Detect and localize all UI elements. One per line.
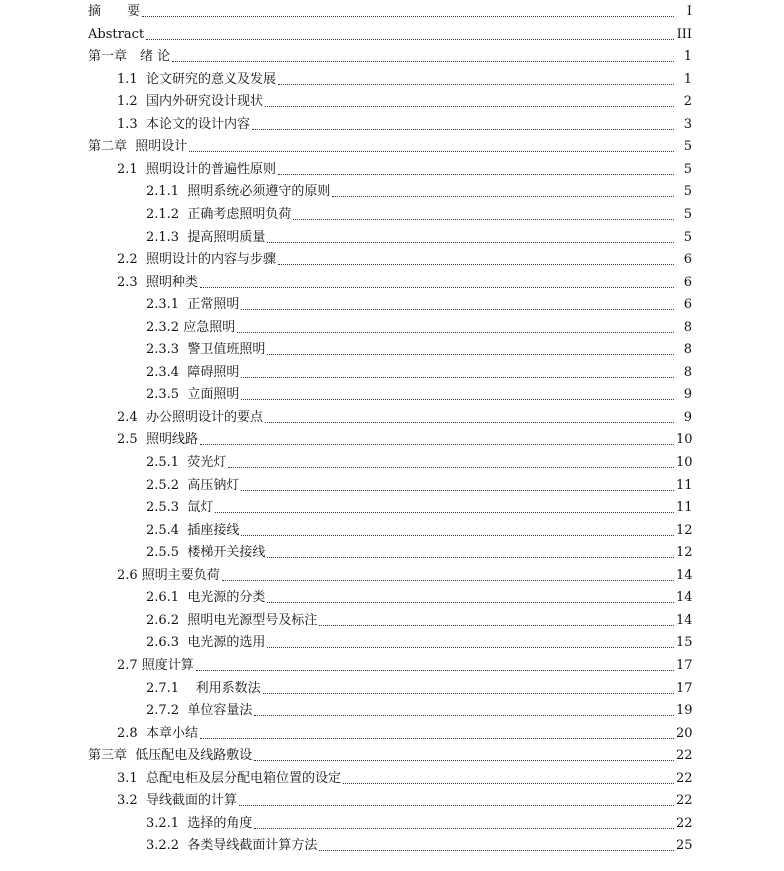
toc-entry-title: 2.5.5 楼梯开关接线	[146, 545, 266, 561]
toc-entry[interactable]	[0, 472, 784, 494]
toc-entry[interactable]	[0, 539, 784, 561]
toc-entry-title: 2.7.1 利用系数法	[146, 680, 261, 696]
toc-entry-page: 15	[676, 635, 693, 651]
dot-leader	[241, 534, 674, 536]
dot-leader	[278, 173, 674, 175]
dot-leader	[172, 60, 674, 62]
toc-entry-title: 2.6.3 电光源的选用	[146, 635, 266, 651]
dot-leader	[228, 466, 674, 468]
dot-leader	[265, 421, 674, 423]
toc-entry-page: 3	[683, 116, 692, 132]
toc-entry-page: 1	[683, 71, 692, 87]
toc-entry-title: 2.3.2 应急照明	[146, 319, 236, 335]
toc-entry-page: 8	[683, 319, 692, 335]
toc-entry-title: 2.3.1 正常照明	[146, 297, 240, 313]
toc-entry[interactable]	[0, 336, 784, 358]
dot-leader	[200, 286, 674, 288]
toc-entry-page: 8	[683, 364, 692, 380]
toc-entry-page: 5	[683, 161, 692, 177]
toc-entry-page: 5	[683, 139, 692, 155]
toc-entry-page: 14	[676, 590, 693, 606]
dot-leader	[332, 195, 674, 197]
toc-entry-title: 2.1 照明设计的普遍性原则	[117, 161, 276, 177]
toc-entry-title: 2.5.2 高压钠灯	[146, 477, 240, 493]
toc-entry-page: I	[686, 4, 692, 19]
toc-entry-page: 25	[676, 838, 693, 854]
toc-entry-page: 1	[683, 49, 692, 65]
toc-entry[interactable]	[0, 246, 784, 268]
toc-entry-page: 11	[676, 477, 693, 493]
toc-entry[interactable]	[0, 21, 784, 43]
dot-leader	[237, 331, 674, 333]
toc-entry-page: 8	[683, 342, 692, 358]
toc-entry[interactable]	[0, 832, 784, 854]
toc-entry-title: 2.2 照明设计的内容与步骤	[117, 252, 276, 268]
dot-leader	[254, 827, 674, 829]
dot-leader	[241, 398, 674, 400]
toc-entry[interactable]	[0, 404, 784, 426]
toc-entry[interactable]	[0, 562, 784, 584]
toc-entry-title: 1.2 国内外研究设计现状	[117, 94, 263, 110]
toc-entry[interactable]	[0, 810, 784, 832]
toc-entry-title: 第一章 绪 论	[88, 49, 171, 65]
toc-entry[interactable]	[0, 133, 784, 155]
dot-leader	[278, 263, 674, 265]
toc-entry[interactable]	[0, 43, 784, 65]
dot-leader	[241, 308, 674, 310]
toc-entry-page: 9	[683, 409, 692, 425]
toc-entry-title: 2.8 本章小结	[117, 725, 198, 741]
toc-entry-title: 1.1 论文研究的意义及发展	[117, 71, 276, 87]
toc-entry-page: 10	[676, 455, 693, 470]
toc-entry[interactable]	[0, 426, 784, 448]
toc-entry-title: 2.3.4 障碍照明	[146, 364, 240, 380]
toc-entry-title: 1.3 本论文的设计内容	[117, 116, 250, 132]
toc-entry-page: 20	[676, 725, 693, 741]
dot-leader	[319, 849, 674, 851]
dot-leader	[241, 489, 674, 491]
toc-entry[interactable]	[0, 584, 784, 606]
dot-leader	[343, 782, 674, 784]
dot-leader	[215, 511, 674, 513]
toc-entry-title: 2.6.2 照明电光源型号及标注	[146, 612, 318, 628]
toc-entry[interactable]	[0, 269, 784, 291]
toc-entry[interactable]	[0, 111, 784, 133]
toc-entry-title: 摘 要	[88, 4, 141, 19]
dot-leader	[267, 601, 674, 603]
toc-entry-page: 17	[676, 657, 693, 673]
dot-leader	[189, 150, 674, 152]
toc-entry[interactable]	[0, 517, 784, 539]
toc-entry-page: 12	[676, 545, 693, 561]
toc-entry[interactable]	[0, 66, 784, 88]
toc-entry-page: 6	[683, 274, 692, 290]
toc-entry[interactable]	[0, 178, 784, 200]
toc-entry-page: 5	[683, 229, 692, 245]
toc-entry-page: 9	[683, 387, 692, 403]
toc-entry[interactable]	[0, 291, 784, 313]
dot-leader	[239, 804, 674, 806]
toc-entry[interactable]	[0, 742, 784, 764]
dot-leader	[265, 105, 674, 107]
toc-entry-title: 2.1.3 提高照明质量	[146, 229, 266, 245]
toc-entry[interactable]	[0, 88, 784, 110]
toc-entry-page: 5	[683, 206, 692, 222]
toc-entry-title: 2.3 照明种类	[117, 274, 198, 290]
toc-entry-page: 17	[676, 680, 693, 696]
dot-leader	[241, 376, 674, 378]
toc-entry[interactable]	[0, 381, 784, 403]
dot-leader	[200, 443, 674, 445]
dot-leader	[267, 646, 674, 648]
toc-entry-page: 12	[676, 522, 693, 538]
toc-entry[interactable]	[0, 494, 784, 516]
toc-entry-title: 3.2.2 各类导线截面计算方法	[146, 838, 318, 854]
toc-entry-page: 5	[683, 184, 692, 200]
toc-entry-page: 22	[676, 748, 693, 764]
dot-leader	[222, 579, 674, 581]
toc-entry[interactable]	[0, 607, 784, 629]
toc-entry[interactable]	[0, 224, 784, 246]
toc-entry[interactable]	[0, 201, 784, 223]
toc-entry-page: 14	[676, 612, 693, 628]
toc-entry-title: 2.3.3 警卫值班照明	[146, 342, 266, 358]
toc-entry-title: 2.5 照明线路	[117, 432, 198, 448]
toc-entry[interactable]	[0, 765, 784, 787]
toc-entry-page: 10	[676, 432, 693, 448]
toc-entry-page: 19	[676, 703, 693, 719]
toc-entry-title: 2.6 照明主要负荷	[117, 567, 220, 583]
toc-entry-title: 2.5.4 插座接线	[146, 522, 240, 538]
toc-entry[interactable]	[0, 314, 784, 336]
toc-entry-title: 2.7 照度计算	[117, 657, 194, 673]
dot-leader	[319, 624, 674, 626]
toc-entry-title: 2.1.2 正确考虑照明负荷	[146, 206, 292, 222]
toc-entry-title: 3.2.1 选择的角度	[146, 815, 253, 831]
toc-entry-title: Abstract	[88, 26, 145, 42]
dot-leader	[200, 737, 674, 739]
toc-entry[interactable]	[0, 156, 784, 178]
toc-entry-page: 14	[676, 567, 693, 583]
toc-entry-page: 2	[683, 94, 692, 110]
toc-entry[interactable]	[0, 359, 784, 381]
dot-leader	[196, 669, 674, 671]
toc-entry[interactable]	[0, 697, 784, 719]
toc-entry-title: 2.1.1 照明系统必须遵守的原则	[146, 184, 331, 200]
toc-entry[interactable]	[0, 0, 784, 20]
toc-entry[interactable]	[0, 449, 784, 471]
toc-entry-title: 2.5.3 氙灯	[146, 500, 214, 516]
toc-entry-page: 22	[676, 770, 693, 786]
toc-entry-title: 2.6.1 电光源的分类	[146, 590, 266, 606]
toc-entry-title: 第三章 低压配电及线路敷设	[88, 748, 253, 764]
toc-entry-title: 2.3.5 立面照明	[146, 387, 240, 403]
dot-leader	[267, 353, 674, 355]
toc-entry-title: 第二章 照明设计	[88, 139, 188, 155]
toc-entry-page: 6	[683, 297, 692, 313]
dot-leader	[142, 15, 674, 17]
dot-leader	[254, 759, 674, 761]
toc-entry-title: 3.2 导线截面的计算	[117, 793, 237, 809]
dot-leader	[146, 38, 674, 40]
dot-leader	[267, 241, 674, 243]
dot-leader	[252, 128, 674, 130]
toc-entry[interactable]	[0, 629, 784, 651]
toc-entry-title: 2.5.1 荧光灯	[146, 455, 227, 470]
toc-entry-title: 3.1 总配电柜及层分配电箱位置的设定	[117, 770, 341, 786]
toc-entry-page: 11	[676, 500, 693, 516]
toc-entry-title: 2.7.2 单位容量法	[146, 703, 253, 719]
toc-entry[interactable]	[0, 675, 784, 697]
dot-leader	[263, 692, 674, 694]
dot-leader	[254, 714, 674, 716]
dot-leader	[278, 83, 674, 85]
dot-leader	[293, 218, 674, 220]
toc-entry[interactable]	[0, 787, 784, 809]
toc-entry-page: 6	[683, 252, 692, 268]
toc-entry-title: 2.4 办公照明设计的要点	[117, 409, 263, 425]
dot-leader	[267, 556, 674, 558]
toc-entry-page: 22	[676, 815, 693, 831]
toc-entry-page: 22	[676, 793, 693, 809]
toc-entry[interactable]	[0, 720, 784, 742]
toc-entry-page: III	[676, 26, 692, 42]
toc-entry[interactable]	[0, 652, 784, 674]
